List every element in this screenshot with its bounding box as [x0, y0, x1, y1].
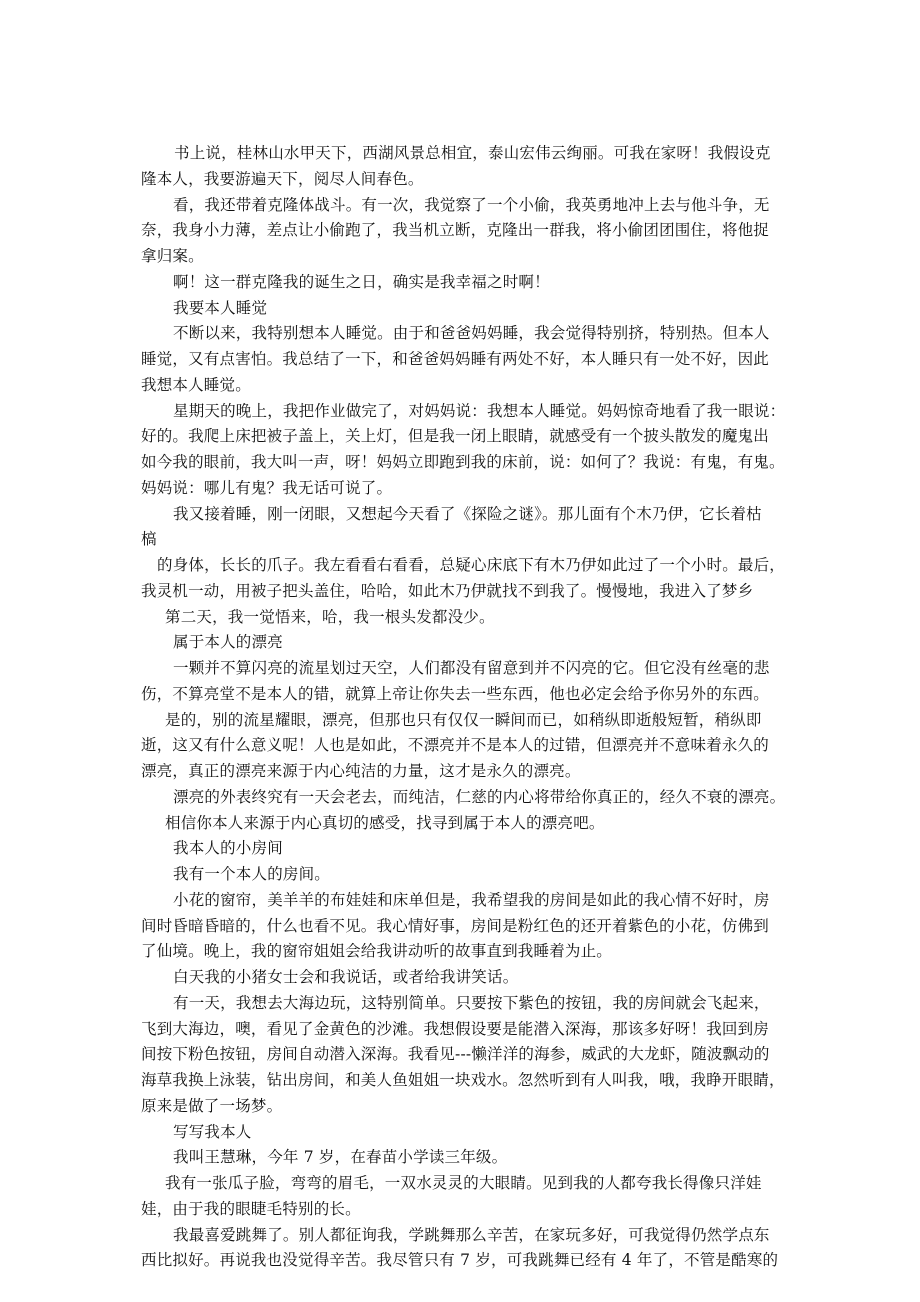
text-line: 如今我的眼前，我大叫一声，呀！妈妈立即跑到我的床前，说：如何了？我说：有鬼，有鬼。: [141, 453, 785, 471]
text-line: 看，我还带着克隆体战斗。有一次，我觉察了一个小偷，我英勇地冲上去与他斗争，无: [173, 196, 770, 214]
text-line: 睡觉，又有点害怕。我总结了一下，和爸爸妈妈睡有两处不好，本人睡只有一处不好，因此: [141, 350, 770, 368]
text-line: 间时昏暗昏暗的，什么也看不见。我心情好事，房间是粉红色的还开着紫色的小花，仿佛到: [141, 917, 770, 935]
text-line: 伤，不算亮堂不是本人的错，就算上帝让你失去一些东西，他也必定会给予你另外的东西。: [141, 685, 770, 703]
text-line: 相信你本人来源于内心真切的感受，找寻到属于本人的漂亮吧。: [165, 814, 605, 832]
text-line: 西比拟好。再说我也没觉得辛苦。我尽管只有 7 岁，可我跳舞已经有 4 年了，不管是酷寒的: [141, 1251, 779, 1269]
text-line: 间按下粉色按钮，房间自动潜入深海。我看见---懒洋洋的海参，威武的大龙虾，随波飘动的: [141, 1045, 770, 1063]
text-line: 我灵机一动，用被子把头盖住，哈哈，如此木乃伊就找不到我了。慢慢地，我进入了梦乡: [141, 582, 754, 600]
text-line: 是的，别的流星耀眼，漂亮，但那也只有仅仅一瞬间而已，如稍纵即逝般短暂，稍纵即: [165, 711, 762, 729]
text-line: 星期天的晚上，我把作业做完了，对妈妈说：我想本人睡觉。妈妈惊奇地看了我一眼说：: [173, 402, 786, 420]
section-heading: 我本人的小房间: [173, 839, 283, 857]
text-line: 了仙境。晚上，我的窗帘姐姐会给我讲动听的故事直到我睡着为止。: [141, 942, 613, 960]
text-line: 书上说，桂林山水甲天下，西湖风景总相宜，泰山宏伟云绚丽。可我在家呀！我假设克: [174, 144, 771, 162]
text-line: 好的。我爬上床把被子盖上，关上灯，但是我一闭上眼睛，就感受有一个披头散发的魔鬼出: [141, 427, 770, 445]
section-heading: 属于本人的漂亮: [173, 633, 283, 651]
text-line: 小花的窗帘，美羊羊的布娃娃和床单但是，我希望我的房间是如此的我心情不好时，房: [173, 891, 770, 909]
text-line: 漂亮的外表终究有一天会老去，而纯洁，仁慈的内心将带给你真正的，经久不衰的漂亮。: [173, 788, 786, 806]
text-line: 漂亮，真正的漂亮来源于内心纯洁的力量，这才是永久的漂亮。: [141, 762, 581, 780]
text-line: 海草我换上泳装，钻出房间，和美人鱼姐姐一块戏水。忽然听到有人叫我，哦，我睁开眼睛，: [141, 1071, 785, 1089]
text-line: 我叫王慧琳，今年 7 岁，在春苗小学读三年级。: [173, 1148, 508, 1166]
text-line: 我想本人睡觉。: [141, 376, 251, 394]
text-line: 的身体，长长的爪子。我左看看右看看，总疑心床底下有木乃伊如此过了一个小时。最后，: [157, 556, 786, 574]
text-line: 有一天，我想去大海边玩，这特别简单。只要按下紫色的按钮，我的房间就会飞起来，: [173, 994, 770, 1012]
text-line: 一颗并不算闪亮的流星划过天空，人们都没有留意到并不闪亮的它。但它没有丝毫的悲: [173, 659, 770, 677]
text-line: 我又接着睡，刚一闭眼，又想起今天看了《探险之谜》。那儿面有个木乃伊，它长着枯: [173, 505, 762, 523]
text-line: 奈，我身小力薄，差点让小偷跑了，我当机立断，克隆出一群我，将小偷团团围住，将他捉: [141, 221, 770, 239]
text-line: 不断以来，我特别想本人睡觉。由于和爸爸妈妈睡，我会觉得特别挤，特别热。但本人: [173, 324, 770, 342]
text-line: 我最喜爱跳舞了。别人都征询我，学跳舞那么辛苦，在家玩多好，可我觉得仍然学点东: [173, 1226, 770, 1244]
text-line: 逝，这又有什么意义呢！人也是如此，不漂亮并不是本人的过错，但漂亮并不意味着永久的: [141, 736, 770, 754]
text-line: 我有一张瓜子脸，弯弯的眉毛，一双水灵灵的大眼睛。见到我的人都夸我长得像只洋娃: [165, 1174, 762, 1192]
text-line: 隆本人，我要游遍天下，阅尽人间春色。: [141, 170, 424, 188]
text-line: 拿归案。: [141, 247, 204, 265]
section-heading: 我要本人睡觉: [173, 299, 268, 317]
text-line: 娃，由于我的眼睫毛特别的长。: [141, 1200, 361, 1218]
section-heading: 写写我本人: [173, 1123, 252, 1141]
text-line: 飞到大海边，噢，看见了金黄色的沙滩。我想假设要是能潜入深海，那该多好呀！我回到房: [141, 1020, 770, 1038]
text-line: 槁: [141, 530, 157, 548]
text-line: 第二天，我一觉悟来，哈，我一根头发都没少。: [165, 608, 495, 626]
text-line: 白天我的小猪女士会和我说话，或者给我讲笑话。: [173, 968, 519, 986]
text-line: 啊！这一群克隆我的诞生之日，确实是我幸福之时啊！: [173, 273, 550, 291]
text-line: 原来是做了一场梦。: [141, 1097, 283, 1115]
text-line: 我有一个本人的房间。: [173, 865, 331, 883]
text-line: 妈妈说：哪儿有鬼？我无话可说了。: [141, 479, 393, 497]
